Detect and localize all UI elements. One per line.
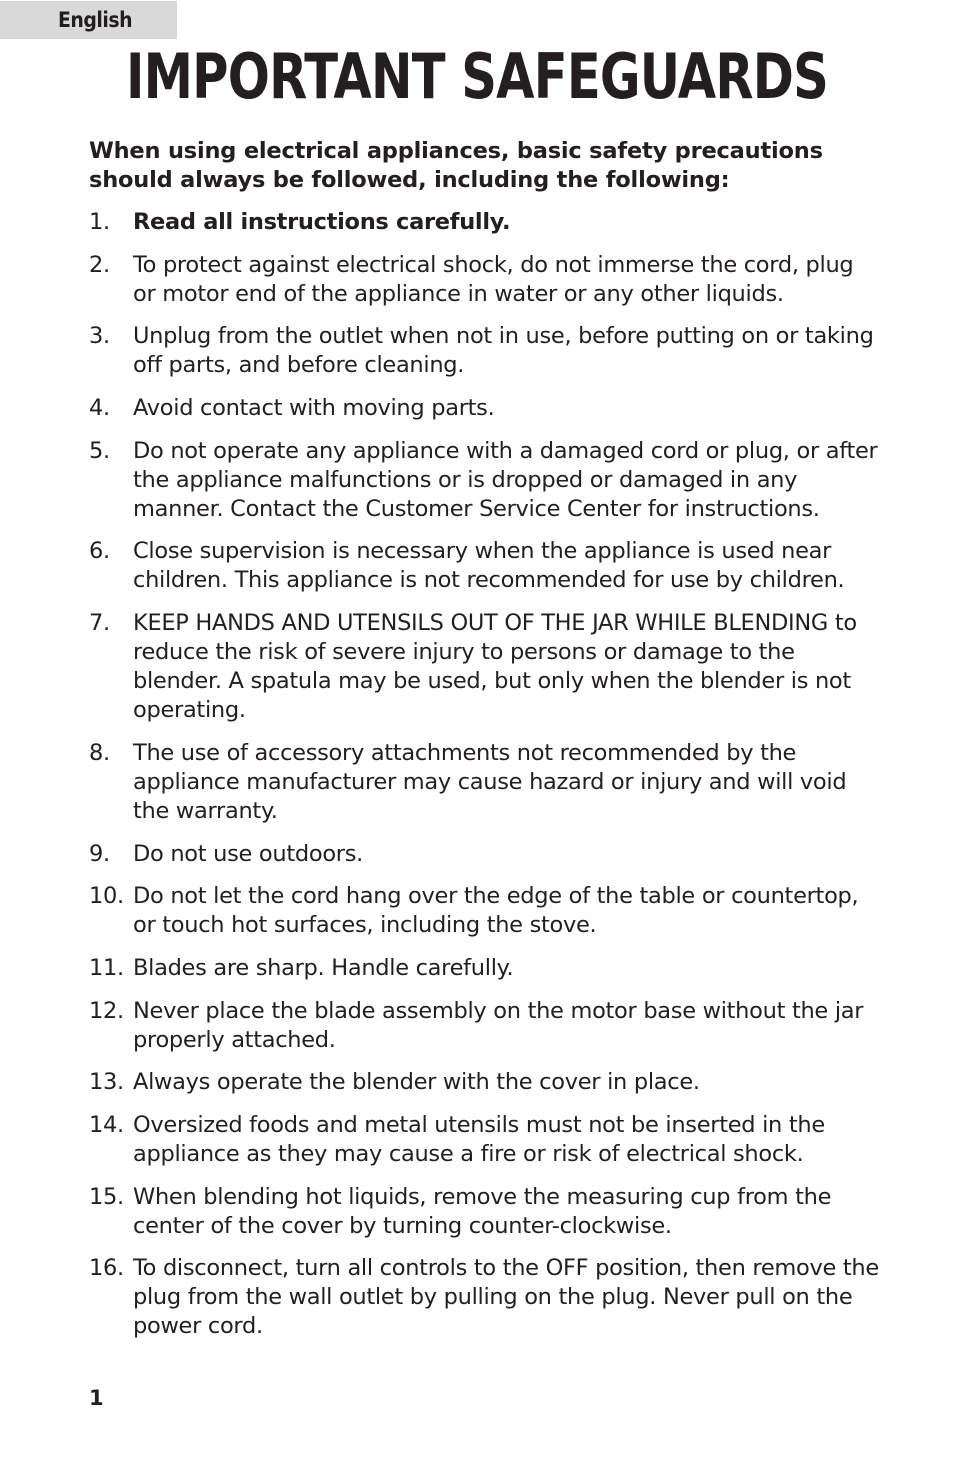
item-text: Close supervision is necessary when the appliance is used near children. This appliance is not recommended for use by children.	[133, 538, 845, 594]
item-number: 8.	[89, 739, 110, 766]
safeguards-list	[89, 208, 879, 1355]
item-number: 12.	[89, 997, 124, 1024]
list-item	[89, 1183, 879, 1241]
item-text: To disconnect, turn all controls to the OFF position, then remove the plug from the wall outlet by pulling on the plug. Never pull on the power cord.	[133, 1255, 879, 1340]
item-text: To protect against electrical shock, do not immerse the cord, plug or motor end of the appliance in water or any other liquids.	[133, 251, 854, 307]
item-number: 2.	[89, 251, 110, 278]
item-text: Always operate the blender with the cover in place.	[133, 1069, 700, 1096]
item-text: Blades are sharp. Handle carefully.	[133, 954, 514, 981]
item-text: Do not let the cord hang over the edge of the table or countertop, or touch hot surfaces, including the stove.	[133, 883, 859, 939]
item-number: 11.	[89, 954, 124, 981]
list-item	[89, 437, 879, 524]
item-number: 5.	[89, 437, 110, 464]
item-number: 16.	[89, 1255, 124, 1282]
list-item	[89, 208, 879, 237]
list-item	[89, 882, 879, 940]
list-item	[89, 609, 879, 725]
item-text: Do not use outdoors.	[133, 840, 364, 867]
item-number: 6.	[89, 538, 110, 565]
item-text: The use of accessory attachments not recommended by the appliance manufacturer may cause hazard or injury and will void the warranty.	[133, 739, 847, 824]
item-number: 10.	[89, 883, 124, 910]
intro-paragraph: When using electrical appliances, basic safety precautions should always be followed, including the following:	[89, 138, 823, 193]
list-item	[89, 1068, 879, 1097]
list-item	[89, 322, 879, 380]
item-text: Never place the blade assembly on the motor base without the jar properly attached.	[133, 997, 864, 1053]
item-text: When blending hot liquids, remove the measuring cup from the center of the cover by turning counter-clockwise.	[133, 1183, 832, 1239]
list-item	[89, 1254, 879, 1341]
list-item	[89, 537, 879, 595]
item-text: Oversized foods and metal utensils must not be inserted in the appliance as they may cause a fire or risk of electrical shock.	[133, 1111, 825, 1167]
list-item	[89, 954, 879, 983]
list-item	[89, 739, 879, 826]
page-title: IMPORTANT SAFEGUARDS	[125, 40, 829, 113]
item-text: Unplug from the outlet when not in use, before putting on or taking off parts, and before cleaning.	[133, 323, 874, 379]
list-item	[89, 251, 879, 309]
item-number: 1.	[89, 209, 110, 235]
item-number: 3.	[89, 323, 110, 350]
item-number: 14.	[89, 1111, 124, 1138]
page-number: 1	[89, 1386, 104, 1410]
list-item	[89, 997, 879, 1055]
item-text: Do not operate any appliance with a damaged cord or plug, or after the appliance malfunctions or is dropped or damaged in any manner. Contact the Customer Service Center for instructions.	[133, 437, 878, 522]
item-number: 13.	[89, 1069, 124, 1096]
list-item	[89, 840, 879, 869]
item-number: 7.	[89, 610, 110, 637]
item-number: 9.	[89, 840, 110, 867]
item-text: Read all instructions carefully.	[133, 209, 511, 235]
item-number: 15.	[89, 1183, 124, 1210]
list-item	[89, 394, 879, 423]
item-text: Avoid contact with moving parts.	[133, 395, 495, 422]
item-number: 4.	[89, 395, 110, 422]
list-item	[89, 1111, 879, 1169]
item-text: KEEP HANDS AND UTENSILS OUT OF THE JAR WHILE BLENDING to reduce the risk of severe injury to persons or damage to the blender. A spatula may be used, but only when the blender is not operating.	[133, 610, 857, 724]
language-tab: English	[0, 1, 177, 39]
